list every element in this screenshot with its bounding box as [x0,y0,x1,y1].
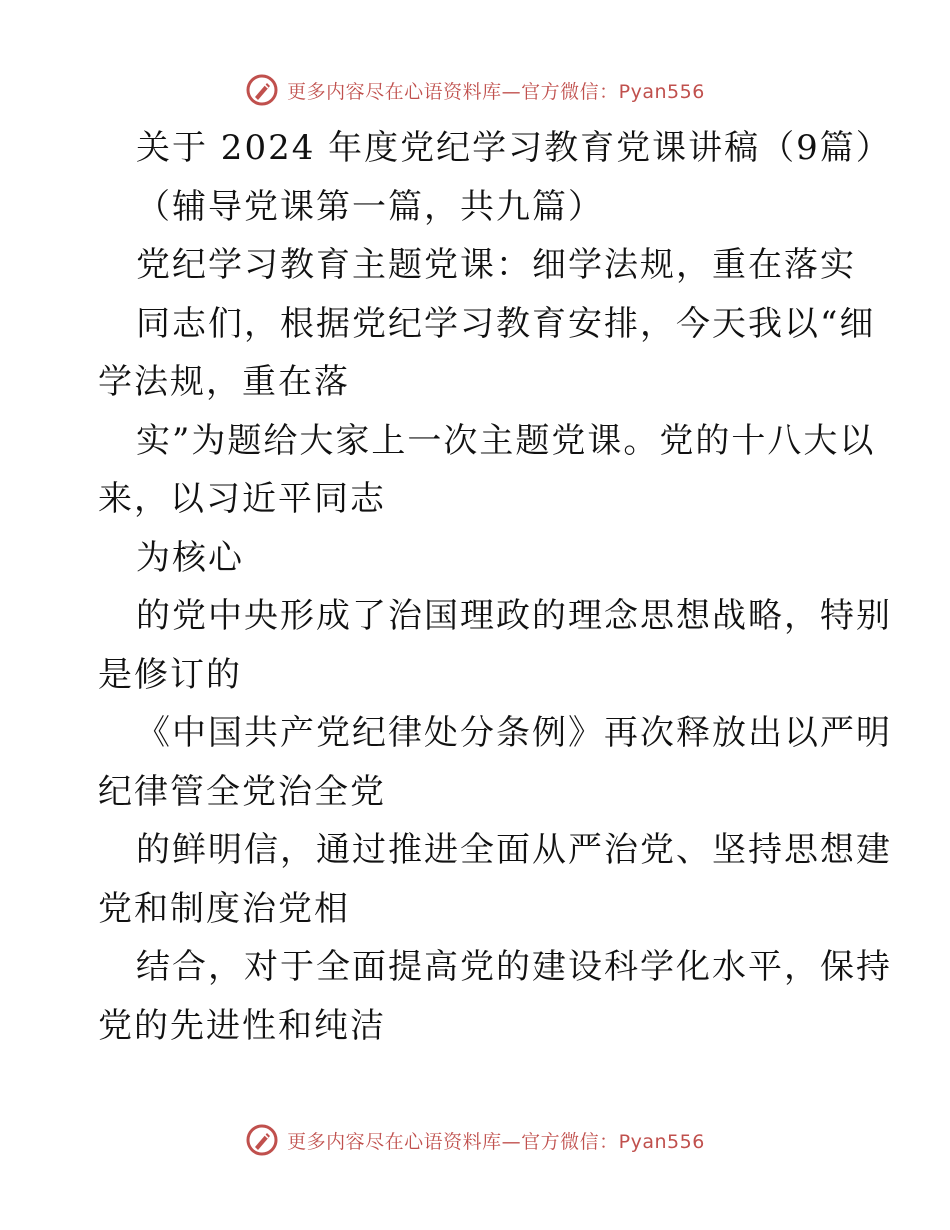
lecture-heading: 党纪学习教育主题党课：细学法规，重在落实 [136,245,856,285]
paragraph-line: 的鲜明信，通过推进全面从严治党、坚持思想建 [136,830,892,870]
document-body [98,119,892,1055]
paragraph-line: 学法规，重在落 [98,362,350,402]
paragraph-line: 《中国共产党纪律处分条例》再次释放出以严明 [136,713,892,753]
document-subtitle: （辅导党课第一篇，共九篇） [136,186,604,227]
paragraph-line: 来，以习近平同志 [98,479,386,519]
watermark-text: 更多内容尽在心语资料库—官方微信：Pyan556 [287,1130,705,1153]
paragraph-line: 是修订的 [98,654,242,695]
paragraph-line: 党和制度治党相 [98,888,350,929]
pen-nib-seal-icon [245,73,279,107]
paragraph-line: 纪律管全党治全党 [98,771,386,812]
pen-nib-seal-icon [245,1123,279,1157]
paragraph-line: 为核心 [136,537,244,578]
document-title: 关于 2024 年度党纪学习教育党课讲稿（9篇） [136,128,892,168]
paragraph-line: 结合，对于全面提高党的建设科学化水平，保持 [136,947,892,987]
paragraph-line: 实”为题给大家上一次主题党课。党的十八大以 [136,420,876,461]
paragraph-line: 的党中央形成了治国理政的理念思想战略，特别 [136,596,892,636]
paragraph-line: 党的先进性和纯洁 [98,1005,386,1046]
header-watermark [0,70,950,110]
footer-watermark [0,1120,950,1160]
paragraph-line: 同志们，根据党纪学习教育安排，今天我以“细 [136,303,876,344]
watermark-text: 更多内容尽在心语资料库—官方微信：Pyan556 [287,80,705,103]
